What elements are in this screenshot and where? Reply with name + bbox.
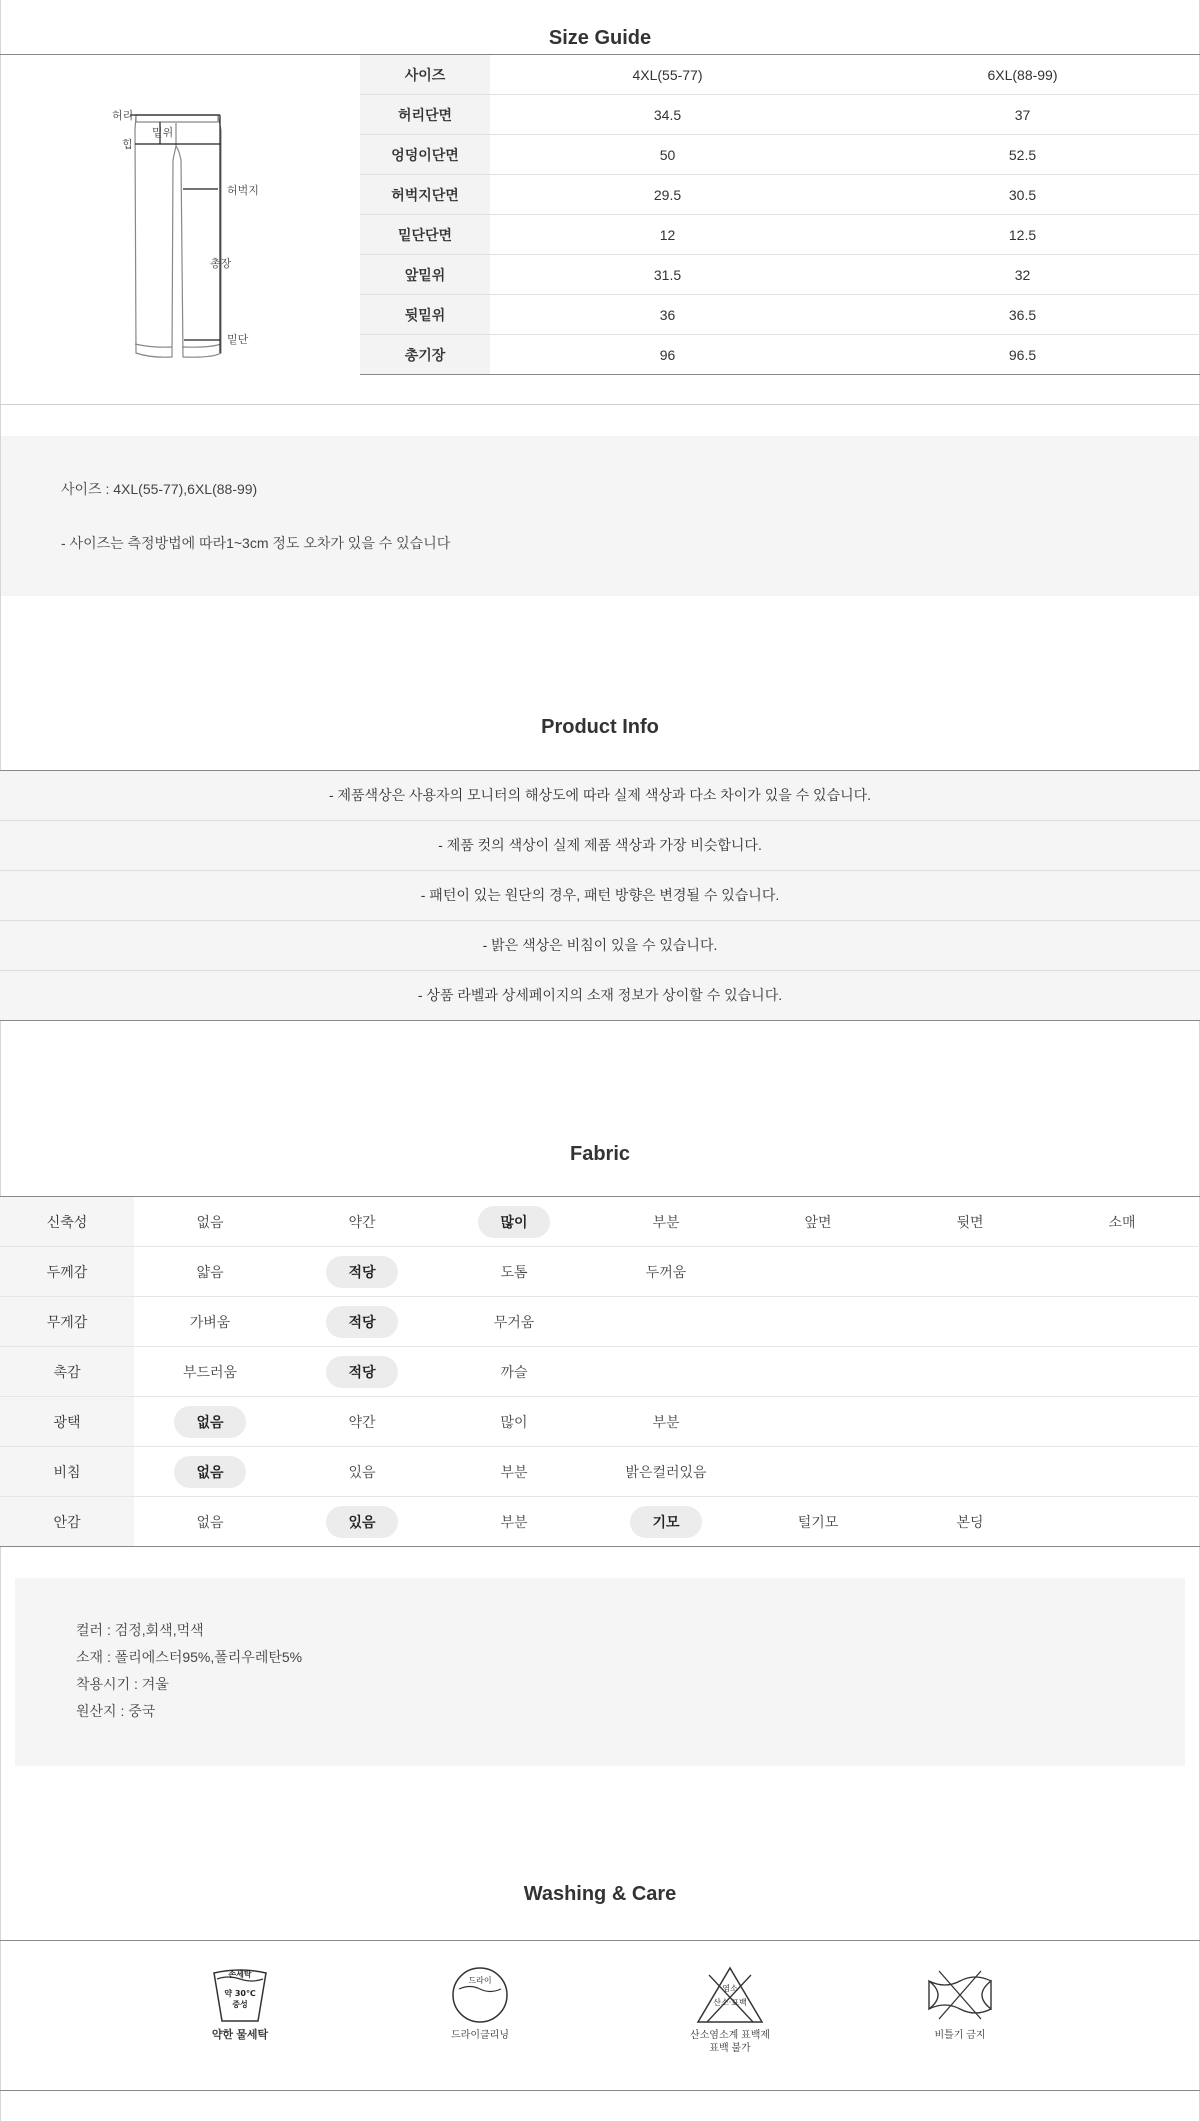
- fabric-option: [590, 1247, 742, 1296]
- fabric-option: [742, 1497, 894, 1546]
- fabric-option: [1046, 1197, 1198, 1246]
- fabric-option-label: 없음: [174, 1406, 245, 1438]
- size-value: 36.5: [845, 295, 1200, 335]
- fabric-option: [894, 1197, 1046, 1246]
- size-notes-box: [1, 436, 1199, 596]
- spec-line: 컬러 : 검정,회색,먹색: [76, 1622, 204, 1638]
- fabric-option-selected: [286, 1247, 438, 1296]
- fabric-option-label: 본딩: [956, 1513, 984, 1530]
- size-row: [360, 255, 1200, 295]
- fabric-option: [286, 1397, 438, 1446]
- care-caption: 표백 불가: [709, 2043, 751, 2054]
- size-header-label: 사이즈: [360, 55, 490, 95]
- washing-care-title: Washing & Care: [523, 1883, 677, 1905]
- size-row-label: 허벅지단면: [360, 175, 490, 215]
- size-row: [360, 175, 1200, 215]
- care-caption: 약한 물세탁: [211, 2029, 269, 2041]
- spec-line: 원산지 : 중국: [76, 1703, 156, 1719]
- fabric-option-label: 무거움: [493, 1313, 535, 1330]
- pants-measurement-diagram: [100, 100, 300, 370]
- fabric-option-label: 밝은컬러있음: [625, 1463, 707, 1480]
- fabric-row: [0, 1347, 1200, 1397]
- fabric-option-selected: [286, 1347, 438, 1396]
- fabric-option-label: 앞면: [804, 1213, 832, 1230]
- fabric-option: [134, 1197, 286, 1246]
- size-row-label: 밑단단면: [360, 215, 490, 255]
- label-waist: 허리: [112, 110, 134, 122]
- fabric-option-label: 없음: [196, 1213, 224, 1230]
- fabric-option: [590, 1197, 742, 1246]
- fabric-option-label: 부분: [500, 1513, 528, 1530]
- fabric-option: [134, 1347, 286, 1396]
- fabric-option-label: 부분: [652, 1213, 680, 1230]
- spec-line: 착용시기 : 겨울: [76, 1676, 169, 1692]
- label-length: 총장: [210, 258, 232, 270]
- dry-clean-inner: 드라이: [468, 1976, 492, 1985]
- label-thigh: 허벅지: [227, 185, 259, 197]
- fabric-row-label: 비침: [0, 1447, 134, 1496]
- fabric-option-label: 적당: [326, 1306, 397, 1338]
- fabric-option-label: 두꺼움: [645, 1263, 687, 1280]
- fabric-option-selected: [134, 1447, 286, 1496]
- size-row-label: 앞밑위: [360, 255, 490, 295]
- fabric-row-label: 두께감: [0, 1247, 134, 1296]
- fabric-option: [438, 1497, 590, 1546]
- size-row: [360, 215, 1200, 255]
- fabric-row-label: 광택: [0, 1397, 134, 1446]
- size-row-label: 총기장: [360, 335, 490, 375]
- no-bleach-icon: [695, 1965, 765, 2025]
- page-left-border: [0, 0, 1, 2121]
- dry-clean-icon: [450, 1965, 510, 2025]
- size-row: [360, 295, 1200, 335]
- washing-top-rule: [0, 1940, 1200, 1941]
- size-guide-title: Size Guide: [548, 27, 652, 49]
- size-row-label: 뒷밑위: [360, 295, 490, 335]
- fabric-option: [286, 1447, 438, 1496]
- fabric-row-label: 촉감: [0, 1347, 134, 1396]
- fabric-option-selected: [438, 1197, 590, 1246]
- size-value: 12.5: [845, 215, 1200, 255]
- no-wring-icon: [925, 1965, 995, 2025]
- fabric-option-label: 약간: [348, 1413, 376, 1430]
- size-value: 96: [490, 335, 845, 375]
- size-value: 50: [490, 135, 845, 175]
- fabric-option: [438, 1247, 590, 1296]
- fabric-option-label: 약간: [348, 1213, 376, 1230]
- fabric-option-label: 없음: [196, 1513, 224, 1530]
- fabric-option-label: 적당: [326, 1356, 397, 1388]
- size-value: 34.5: [490, 95, 845, 135]
- fabric-option: [134, 1497, 286, 1546]
- size-table: [360, 55, 1200, 375]
- care-item-no-bleach: [670, 1965, 790, 2055]
- fabric-option-label: 많이: [478, 1206, 549, 1238]
- fabric-option: [438, 1347, 590, 1396]
- size-row-label: 허리단면: [360, 95, 490, 135]
- size-value: 29.5: [490, 175, 845, 215]
- fabric-option-selected: [590, 1497, 742, 1546]
- care-caption: 비틀기 금지: [934, 2030, 986, 2041]
- product-info-line: - 밝은 색상은 비침이 있을 수 있습니다.: [0, 921, 1200, 971]
- fabric-option-label: 기모: [630, 1506, 701, 1538]
- size-note: - 사이즈는 측정방법에 따라1~3cm 정도 오차가 있을 수 있습니다: [61, 535, 451, 551]
- fabric-option: [286, 1197, 438, 1246]
- care-caption: 산소염소계 표백제: [689, 2030, 771, 2041]
- care-item-hand-wash: [180, 1965, 300, 2042]
- fabric-table: [0, 1197, 1200, 1547]
- size-value: 52.5: [845, 135, 1200, 175]
- fabric-option-label: 얇음: [196, 1263, 224, 1280]
- fabric-option-label: 부분: [500, 1463, 528, 1480]
- fabric-row-label: 신축성: [0, 1197, 134, 1246]
- fabric-option: [894, 1497, 1046, 1546]
- fabric-spec-box: [15, 1578, 1185, 1766]
- product-info-line: - 상품 라벨과 상세페이지의 소재 정보가 상이할 수 있습니다.: [0, 971, 1200, 1021]
- fabric-option-selected: [286, 1497, 438, 1546]
- label-hem: 밑단: [227, 334, 249, 346]
- washing-bottom-rule: [0, 2090, 1200, 2091]
- care-caption: 드라이클리닝: [451, 2030, 509, 2041]
- fabric-row: [0, 1247, 1200, 1297]
- size-value: 31.5: [490, 255, 845, 295]
- size-row: [360, 135, 1200, 175]
- size-value: 30.5: [845, 175, 1200, 215]
- fabric-row-label: 안감: [0, 1497, 134, 1546]
- size-note: 사이즈 : 4XL(55-77),6XL(88-99): [61, 481, 258, 497]
- fabric-option: [438, 1297, 590, 1346]
- fabric-option: [590, 1447, 742, 1496]
- fabric-row: [0, 1297, 1200, 1347]
- size-row: [360, 335, 1200, 375]
- hand-wash-inner-3: 중성: [232, 2000, 248, 2009]
- size-header-row: [360, 55, 1200, 95]
- no-bleach-inner-2: 산소·표백: [713, 1998, 747, 2007]
- fabric-option: [134, 1297, 286, 1346]
- size-row: [360, 95, 1200, 135]
- fabric-option-selected: [286, 1297, 438, 1346]
- fabric-option-label: 있음: [348, 1463, 376, 1480]
- fabric-option: [438, 1397, 590, 1446]
- fabric-option-label: 뒷면: [956, 1213, 984, 1230]
- size-value: 36: [490, 295, 845, 335]
- care-item-dry-clean: [420, 1965, 540, 2042]
- fabric-option-label: 털기모: [797, 1513, 839, 1530]
- product-info-list: [0, 771, 1200, 1021]
- size-col: 6XL(88-99): [845, 55, 1200, 95]
- fabric-row: [0, 1447, 1200, 1497]
- label-rise: 밑위: [152, 127, 174, 139]
- fabric-row: [0, 1197, 1200, 1247]
- product-info-line: - 제품색상은 사용자의 모니터의 해상도에 따라 실제 색상과 다소 차이가 있을 수 있습니다.: [0, 771, 1200, 821]
- fabric-option-label: 적당: [326, 1256, 397, 1288]
- fabric-option-label: 도톰: [500, 1263, 528, 1280]
- fabric-option-selected: [134, 1397, 286, 1446]
- fabric-option-label: 부드러움: [182, 1363, 238, 1380]
- fabric-option: [134, 1247, 286, 1296]
- fabric-option-label: 가벼움: [189, 1313, 231, 1330]
- no-bleach-inner-1: 염소: [722, 1984, 738, 1993]
- fabric-option: [438, 1447, 590, 1496]
- hand-wash-inner-2: 약 30℃: [224, 1989, 256, 1998]
- fabric-option-label: 부분: [652, 1413, 680, 1430]
- size-value: 12: [490, 215, 845, 255]
- spec-line: 소재 : 폴리에스터95%,폴리우레탄5%: [76, 1649, 303, 1665]
- hand-wash-icon: [210, 1965, 270, 2025]
- size-value: 37: [845, 95, 1200, 135]
- product-info-title: Product Info: [541, 716, 659, 738]
- size-value: 96.5: [845, 335, 1200, 375]
- fabric-option-label: 있음: [326, 1506, 397, 1538]
- label-hip: 힙: [122, 139, 133, 151]
- size-value: 32: [845, 255, 1200, 295]
- fabric-option-label: 소매: [1108, 1213, 1136, 1230]
- size-guide-bottom-rule: [0, 404, 1200, 405]
- care-item-no-wring: [900, 1965, 1020, 2042]
- size-row-label: 엉덩이단면: [360, 135, 490, 175]
- fabric-title: Fabric: [569, 1143, 631, 1165]
- size-col: 4XL(55-77): [490, 55, 845, 95]
- product-info-line: - 제품 컷의 색상이 실제 제품 색상과 가장 비슷합니다.: [0, 821, 1200, 871]
- fabric-row-label: 무게감: [0, 1297, 134, 1346]
- product-info-line: - 패턴이 있는 원단의 경우, 패턴 방향은 변경될 수 있습니다.: [0, 871, 1200, 921]
- fabric-option-label: 없음: [174, 1456, 245, 1488]
- fabric-option-label: 많이: [500, 1413, 528, 1430]
- fabric-option-label: 까슬: [500, 1363, 528, 1380]
- fabric-option: [590, 1397, 742, 1446]
- fabric-row: [0, 1397, 1200, 1447]
- fabric-option: [742, 1197, 894, 1246]
- hand-wash-inner-1: 손세탁: [228, 1970, 252, 1979]
- fabric-row: [0, 1497, 1200, 1547]
